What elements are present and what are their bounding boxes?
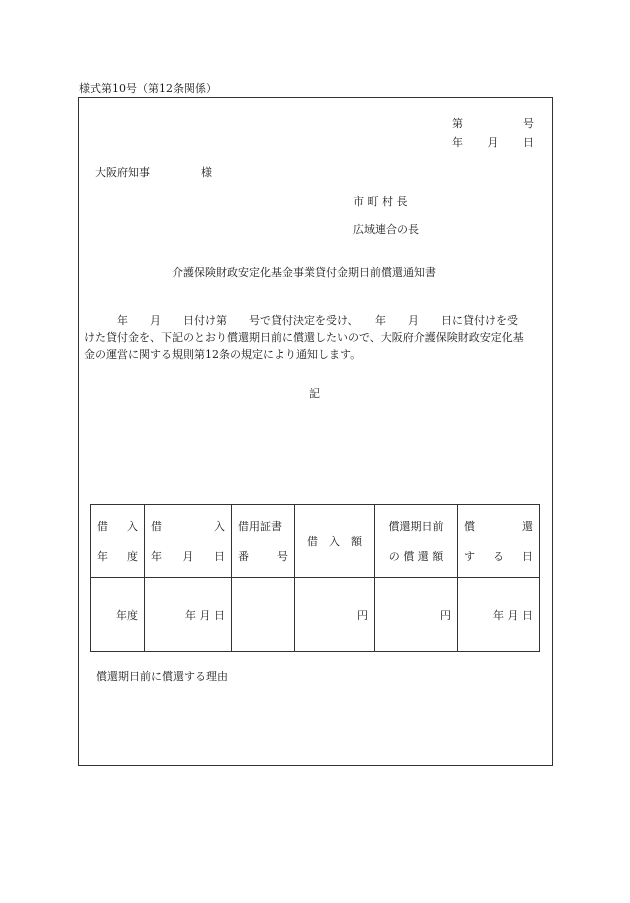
header-text: 日 — [214, 550, 225, 563]
addressee-honorific: 様 — [201, 166, 212, 179]
header-borrow-date — [145, 505, 232, 578]
ki-mark: 記 — [309, 387, 320, 400]
header-text: 入 — [214, 520, 225, 533]
document-frame — [78, 97, 553, 766]
header-text: 日 — [522, 550, 533, 563]
header-text: 番 — [238, 550, 249, 563]
header-text: の 償 還 額 — [388, 550, 444, 563]
header-borrow-amount — [295, 505, 375, 578]
document-number — [452, 118, 534, 129]
header-text: す — [464, 550, 475, 563]
cell-borrow-date[interactable]: 年 月 日 — [145, 578, 232, 652]
cell-certificate-number[interactable] — [232, 578, 295, 652]
header-text: 借 入 額 — [307, 535, 362, 548]
body-text — [84, 312, 544, 363]
header-text: 月 — [182, 550, 194, 563]
table-row — [91, 578, 540, 652]
date-hi: 日 — [523, 136, 534, 149]
repayment-table — [90, 504, 540, 652]
cell-early-repayment-amount[interactable]: 円 — [375, 578, 458, 652]
header-text: 借 — [151, 520, 162, 533]
date-nen: 年 — [452, 136, 463, 149]
header-text: 償還期日前 — [388, 520, 444, 533]
form-style-number: 様式第10号（第12条関係） — [79, 82, 217, 95]
date-tsuki: 月 — [487, 136, 499, 149]
header-text: 借用証書 — [238, 520, 282, 533]
body-line: 金の運営に関する規則第12条の規定により通知します。 — [84, 348, 362, 361]
sender-union: 広域連合の長 — [353, 223, 419, 236]
header-text: 号 — [277, 550, 288, 563]
header-text: 還 — [522, 520, 533, 533]
doc-no-go: 号 — [523, 117, 534, 130]
table-header-row — [91, 505, 540, 578]
header-text: る — [493, 550, 504, 563]
body-line: けた貸付金を、下記のとおり償還期日前に償還したいので、大阪府介護保険財政安定化基 — [84, 331, 524, 344]
cell-repayment-date[interactable]: 年 月 日 — [458, 578, 540, 652]
header-certificate-number — [232, 505, 295, 578]
header-early-repayment-amount — [375, 505, 458, 578]
cell-borrow-amount[interactable]: 円 — [295, 578, 375, 652]
header-repayment-date — [458, 505, 540, 578]
header-text: 借 — [97, 520, 108, 533]
addressee: 大阪府知事 — [95, 166, 150, 179]
reason-label: 償還期日前に償還する理由 — [96, 670, 228, 683]
page-title: 介護保険財政安定化基金事業貸付金期日前償還通知書 — [172, 266, 436, 279]
sender-municipality: 市 町 村 長 — [353, 195, 408, 208]
doc-no-dai: 第 — [452, 117, 463, 130]
header-text: 度 — [127, 550, 138, 563]
cell-borrow-year[interactable]: 年度 — [91, 578, 145, 652]
document-date — [452, 137, 534, 148]
header-text: 入 — [127, 520, 138, 533]
header-text: 年 — [151, 550, 162, 563]
header-borrow-year — [91, 505, 145, 578]
header-text: 年 — [97, 550, 108, 563]
header-text: 償 — [464, 520, 475, 533]
body-line: 年 月 日付け第 号で貸付決定を受け、 年 月 日に貸付けを受 — [84, 314, 519, 327]
